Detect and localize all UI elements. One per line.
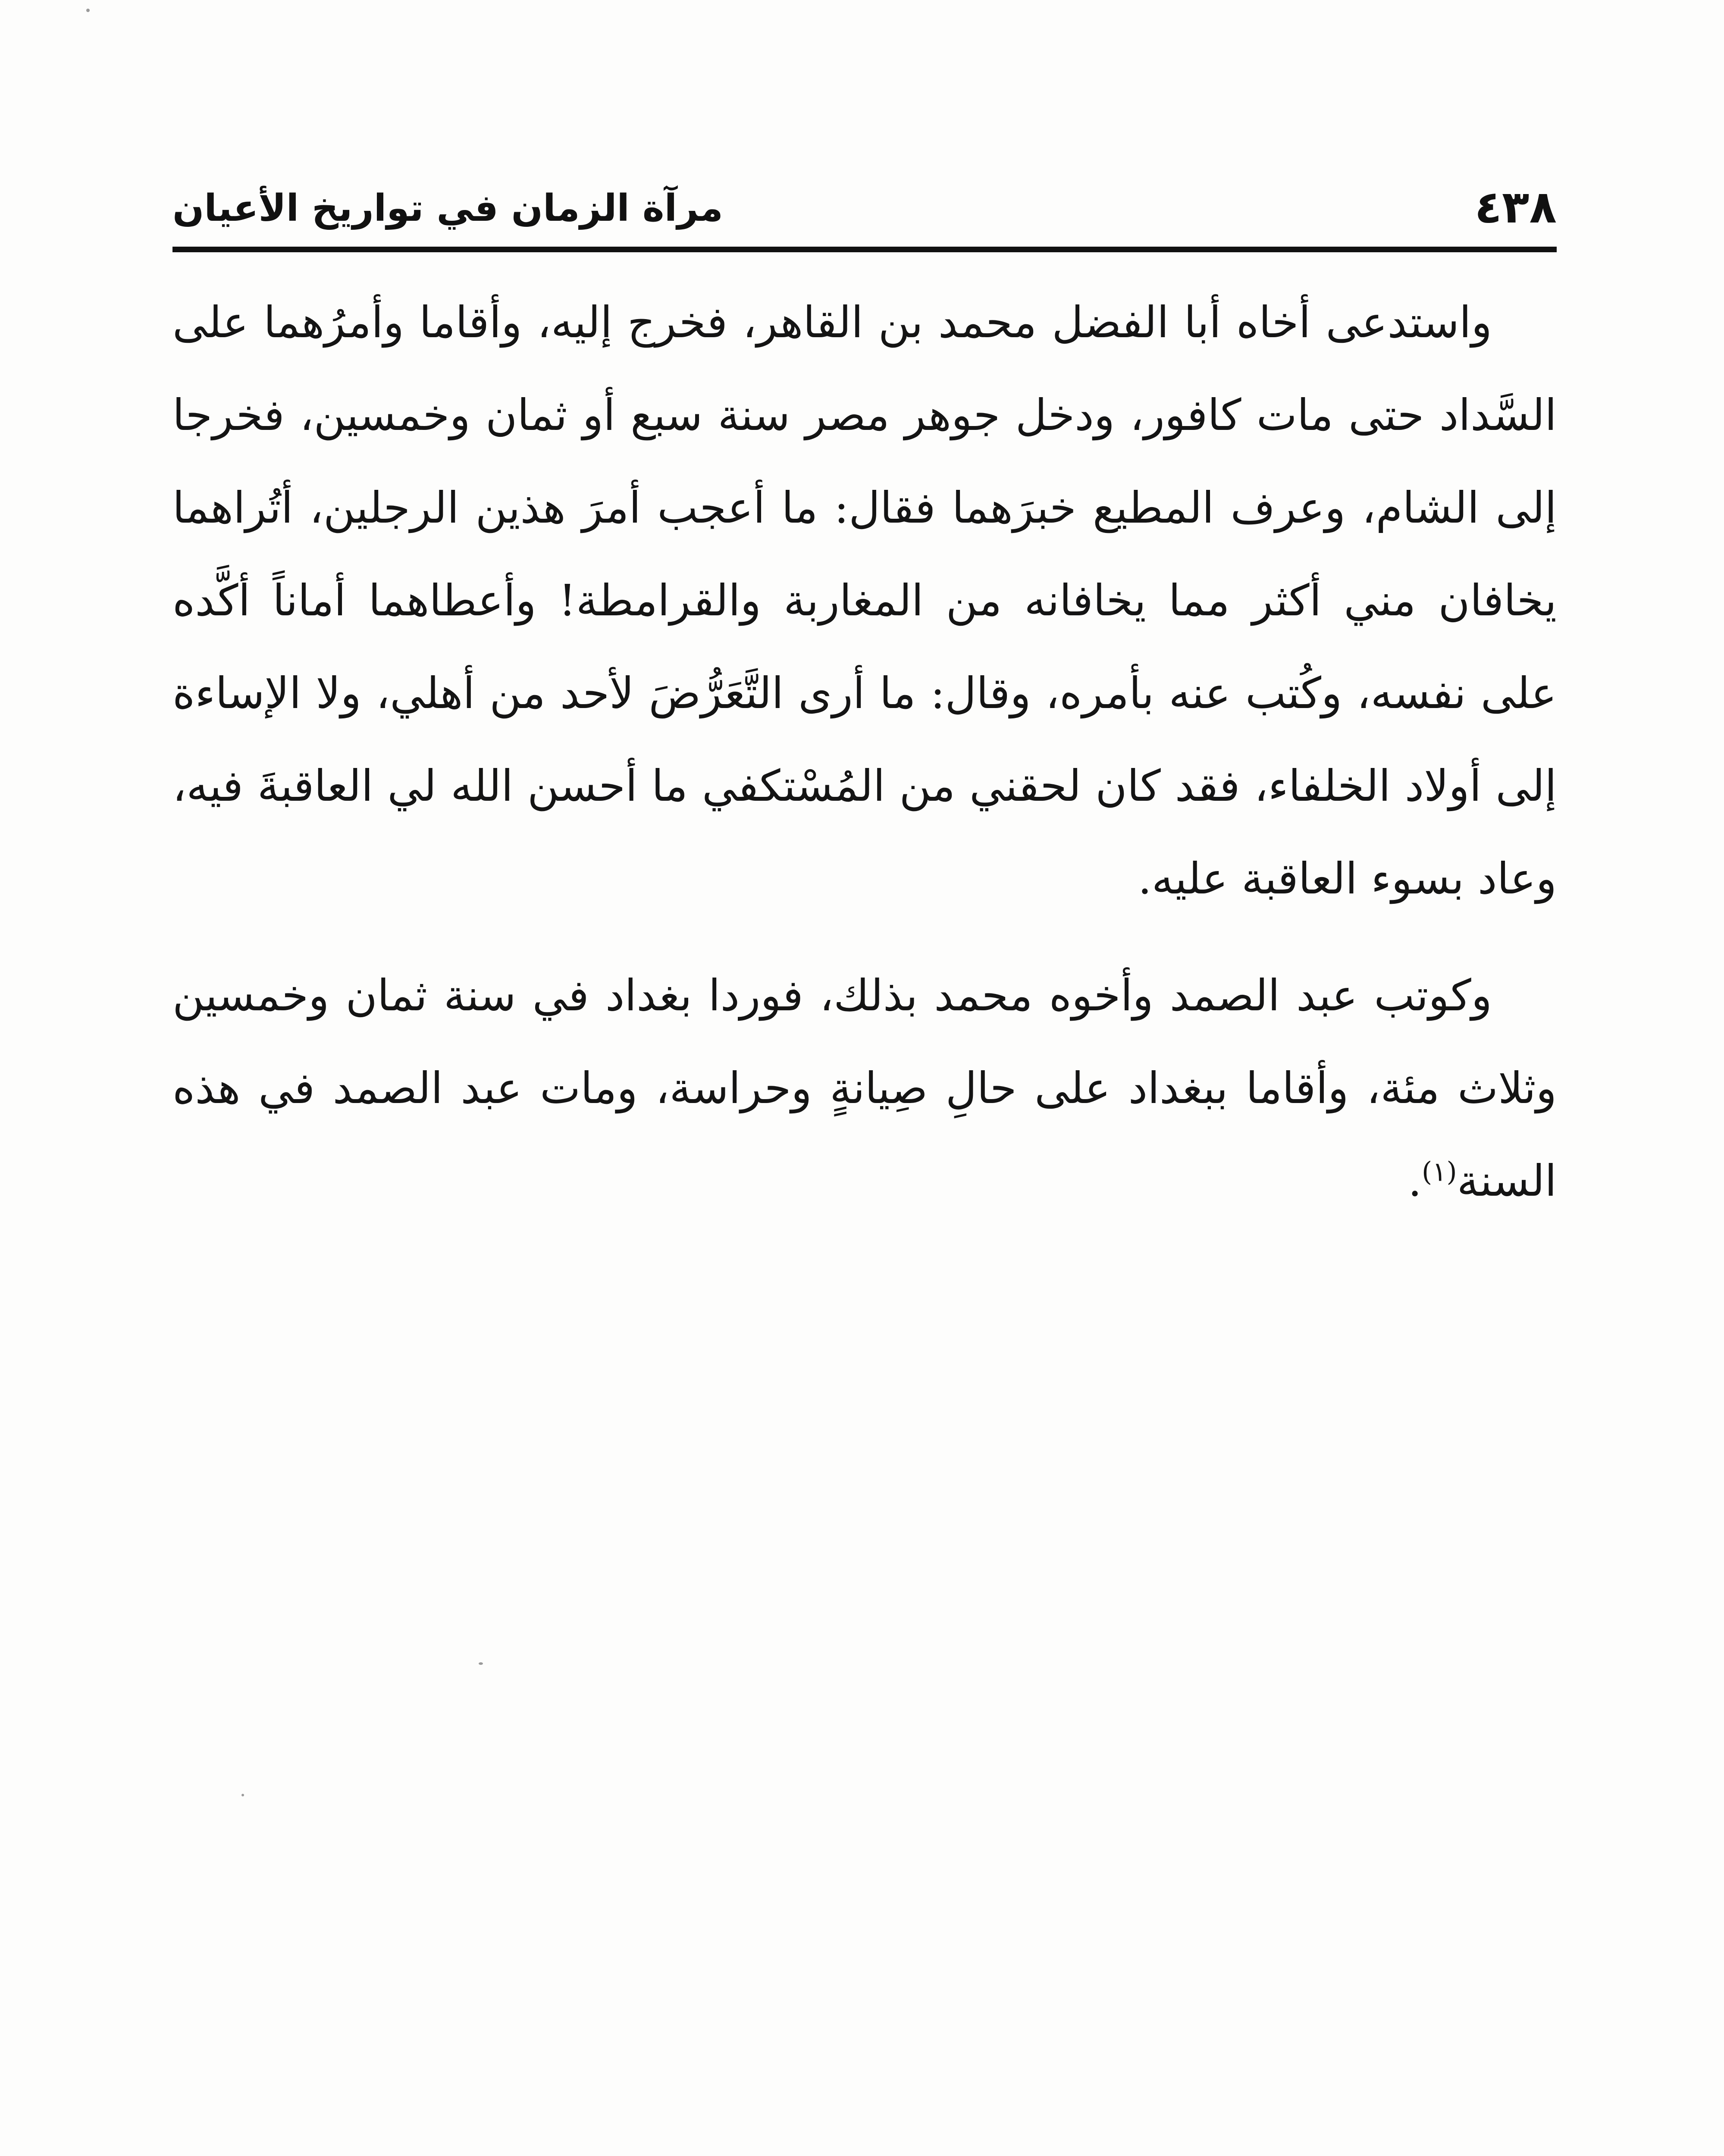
paragraph: واستدعى أخاه أبا الفضل محمد بن القاهر، فخرج إليه، وأقاما وأمرُهما على السَّداد حتى مات كافور، ودخل جوهر مصر سنة سبع أو ثمان وخمسين، فخرجا إلى الشام، وعرف المطيع خبرَهما فقال: ما أعجب أمرَ هذين الرجلين، أتُراهما يخافان مني أكثر مما يخافانه من المغاربة والقرامطة! وأعطاهما أماناً أكَّده على نفسه، وكُتب عنه بأمره، وقال: ما أرى التَّعَرُّضَ لأحد من أهلي، ولا الإساءة إلى أولاد الخلفاء، فقد كان لحقني من المُسْتكفي ما أحسن الله لي العاقبةَ فيه، وعاد بسوء العاقبة عليه. bbox=[172, 297, 1557, 904]
paragraph-end-punctuation: . bbox=[1408, 1156, 1422, 1206]
main-text bbox=[172, 276, 1557, 1227]
scan-speck bbox=[241, 1794, 244, 1796]
header-rule bbox=[172, 247, 1557, 252]
scan-speck bbox=[479, 1662, 483, 1665]
footnote-reference: (١) bbox=[1422, 1156, 1457, 1188]
paragraph bbox=[172, 949, 1557, 1227]
running-header bbox=[172, 181, 1557, 246]
scan-speck bbox=[86, 9, 90, 12]
paragraph-text: وكوتب عبد الصمد وأخوه محمد بذلك، فوردا بغداد في سنة ثمان وخمسين وثلاث مئة، وأقاما ببغداد على حالِ صِيانةٍ وحراسة، ومات عبد الصمد في هذه السنة bbox=[172, 970, 1557, 1206]
book-title: مرآة الزمان في تواريخ الأعيان bbox=[172, 187, 723, 230]
page-number: ٤٣٨ bbox=[1474, 181, 1557, 233]
